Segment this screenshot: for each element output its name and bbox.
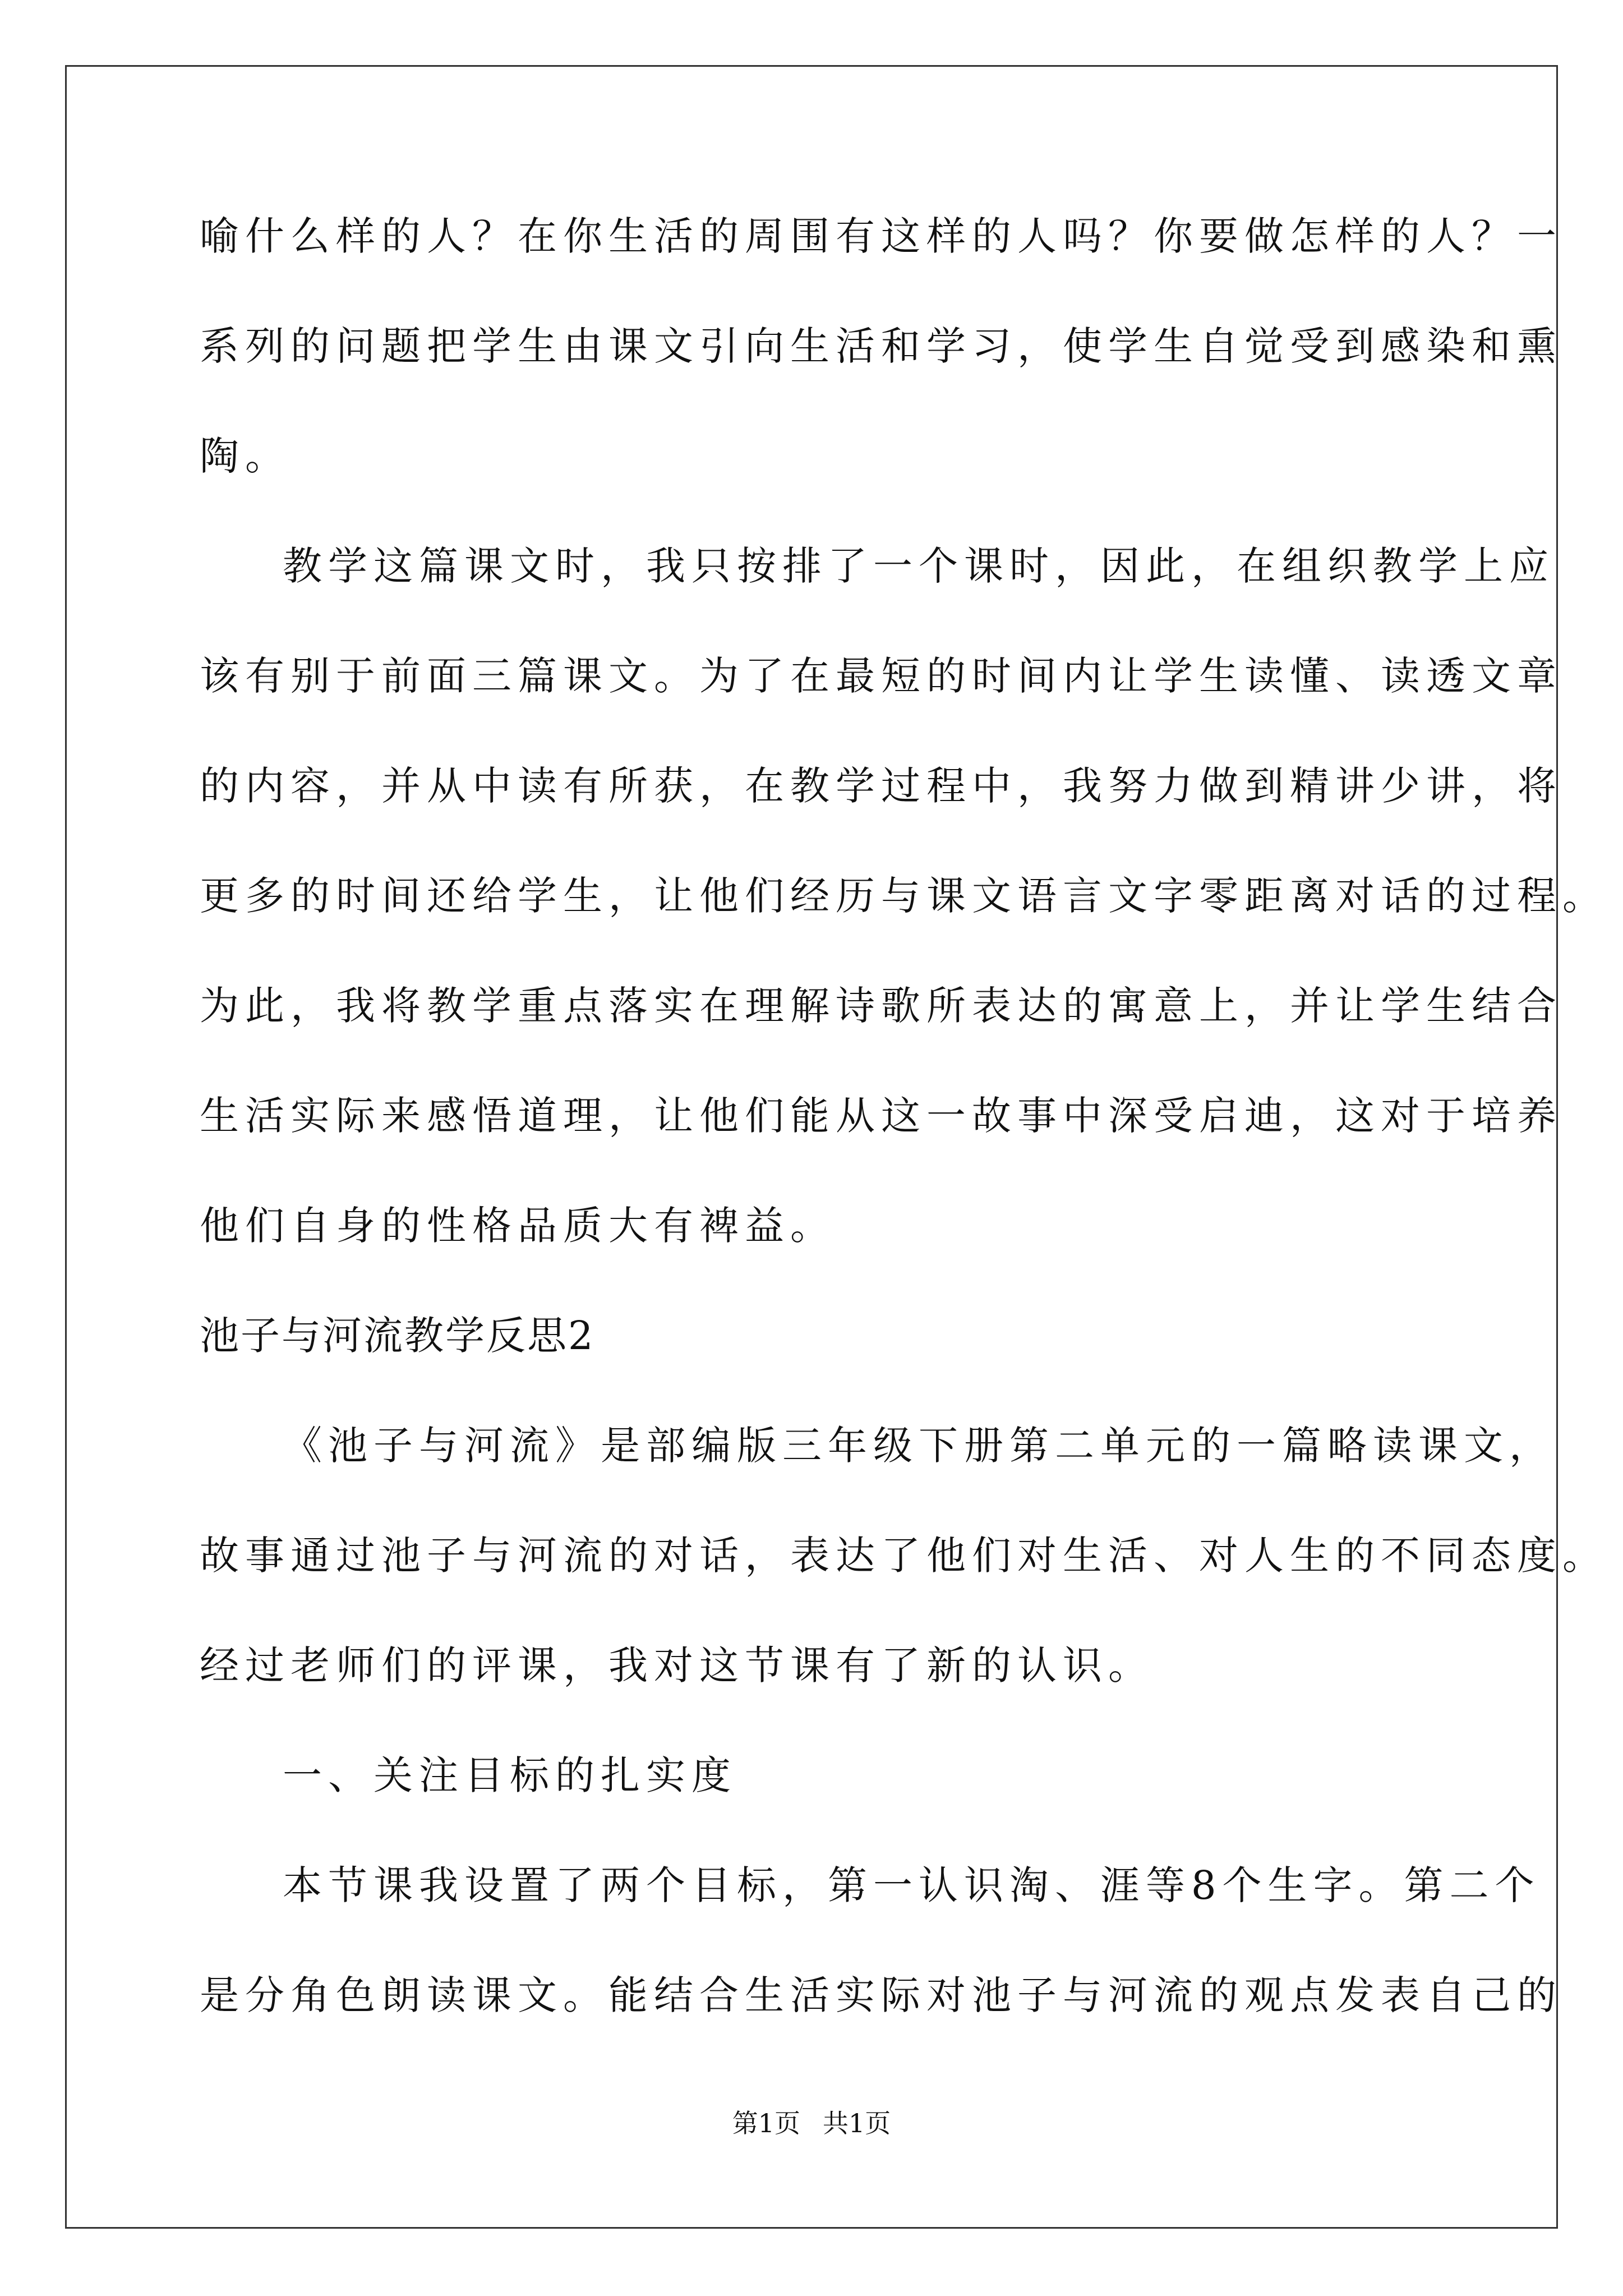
paragraph-start-line: 教学这篇课文时，我只按排了一个课时，因此，在组织教学上应 (283, 543, 1555, 589)
body-line: 该有别于前面三篇课文。为了在最短的时间内让学生读懂、读透文章 (200, 653, 1562, 699)
body-line: 陶。 (200, 433, 291, 479)
body-line: 故事通过池子与河流的对话，表达了他们对生活、对人生的不同态度。 (200, 1533, 1608, 1579)
page-total: 共1页 (823, 2108, 891, 2138)
body-line: 生活实际来感悟道理，让他们能从这一故事中深受启迪，这对于培养 (200, 1093, 1562, 1139)
document-body (200, 203, 1608, 2072)
body-line: 的内容，并从中读有所获，在教学过程中，我努力做到精讲少讲，将 (200, 763, 1562, 809)
body-line: 系列的问题把学生由课文引向生活和学习，使学生自觉受到感染和熏 (200, 323, 1562, 369)
body-line: 是分角色朗读课文。能结合生活实际对池子与河流的观点发表自己的 (200, 1972, 1562, 2018)
section-heading: 池子与河流教学反思2 (200, 1313, 595, 1359)
body-line: 为此，我将教学重点落实在理解诗歌所表达的寓意上，并让学生结合 (200, 983, 1562, 1029)
body-line: 他们自身的性格品质大有裨益。 (200, 1203, 836, 1249)
subsection-heading: 一、关注目标的扎实度 (283, 1752, 737, 1798)
body-line: 喻什么样的人？在你生活的周围有这样的人吗？你要做怎样的人？一 (200, 213, 1562, 259)
paragraph-start-line: 《池子与河流》是部编版三年级下册第二单元的一篇略读课文， (283, 1423, 1555, 1469)
body-line: 经过老师们的评课，我对这节课有了新的认识。 (200, 1642, 1154, 1688)
page-number: 第1页 (732, 2108, 800, 2138)
page-footer (0, 2106, 1623, 2140)
paragraph-start-line: 本节课我设置了两个目标，第一认识淘、涯等8个生字。第二个 (283, 1862, 1541, 1908)
body-line: 更多的时间还给学生，让他们经历与课文语言文字零距离对话的过程。 (200, 873, 1608, 919)
